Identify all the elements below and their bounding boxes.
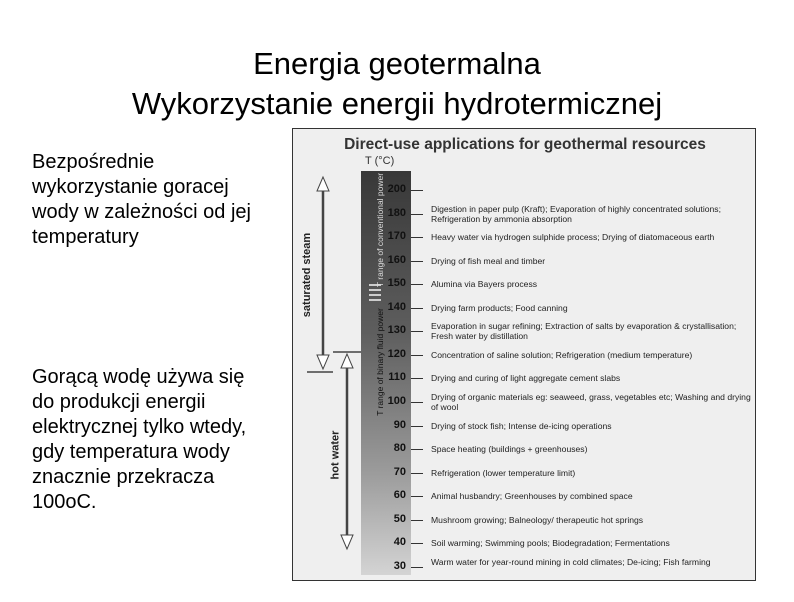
- saturated-steam-label: saturated steam: [301, 232, 314, 318]
- temperature-tick-mark: [411, 214, 423, 215]
- application-text: Evaporation in sugar refining; Extraction of salts by evaporation & crystallisation; Fresh water by distillation: [431, 321, 737, 342]
- temperature-tick-mark: [411, 426, 423, 427]
- temperature-tick-label: 120: [387, 347, 406, 360]
- temperature-tick-mark: [411, 378, 423, 379]
- temperature-tick-label: 170: [387, 230, 406, 243]
- temperature-tick-mark: [411, 449, 423, 450]
- temperature-tick-mark: [411, 567, 423, 568]
- temperature-tick-label: 70: [393, 465, 406, 478]
- hot-water-label: hot water: [329, 430, 342, 480]
- application-text: Drying of stock fish; Intense de-icing operations: [431, 420, 612, 431]
- application-text: Drying of organic materials eg: seaweed, grass, vegetables etc; Washing and drying of wool: [431, 391, 751, 412]
- intro-paragraph: Bezpośrednie wykorzystanie goracej wody w zależności od jej temperatury: [32, 151, 251, 248]
- application-text: Space heating (buildings + greenhouses): [431, 444, 588, 455]
- application-text: Digestion in paper pulp (Kraft); Evaporation of highly concentrated solutions; Refrigeration by ammonia absorption: [431, 203, 721, 224]
- binary-power-range-label: T range of binary fluid power: [375, 308, 385, 416]
- application-text: Drying and curing of light aggregate cement slabs: [431, 373, 621, 384]
- temperature-tick-label: 150: [387, 277, 406, 290]
- temperature-tick-mark: [411, 261, 423, 262]
- temperature-axis-label: T (°C): [365, 155, 395, 167]
- temperature-tick-label: 130: [387, 324, 406, 337]
- temperature-tick-mark: [411, 496, 423, 497]
- application-text: Heavy water via hydrogen sulphide process; Drying of diatomaceous earth: [431, 232, 715, 243]
- temperature-tick-mark: [411, 355, 423, 356]
- temperature-tick-label: 100: [387, 394, 406, 407]
- temperature-tick-mark: [411, 308, 423, 309]
- figure-title: Direct-use applications for geothermal resources: [344, 136, 706, 153]
- temperature-tick-label: 110: [388, 371, 406, 384]
- application-text: Drying of fish meal and timber: [431, 255, 546, 266]
- application-text: Concentration of saline solution; Refrigeration (medium temperature): [431, 349, 693, 360]
- application-text: Mushroom growing; Balneology/ therapeutic hot springs: [431, 514, 644, 525]
- temperature-tick-mark: [411, 402, 423, 403]
- slide-title-line1: Energia geotermalna: [253, 46, 541, 81]
- temperature-tick-label: 60: [393, 489, 406, 502]
- application-text: Warm water for year-round mining in cold climates; De-icing; Fish farming: [431, 556, 711, 567]
- saturated-steam-arrow-bottom: [317, 355, 329, 369]
- temperature-tick-label: 50: [393, 512, 406, 525]
- temperature-tick-label: 140: [387, 300, 406, 313]
- temperature-tick-label: 160: [387, 253, 406, 266]
- slide-title-line2: Wykorzystanie energii hydrotermicznej: [131, 86, 663, 121]
- temperature-tick-mark: [411, 284, 423, 285]
- temperature-tick-label: 200: [387, 183, 406, 195]
- direct-use-figure: [292, 128, 756, 581]
- temperature-tick-label: 30: [393, 559, 406, 572]
- application-text: Refrigeration (lower temperature limit): [431, 467, 576, 478]
- temperature-tick-mark: [411, 473, 423, 474]
- temperature-tick-label: 80: [393, 442, 406, 455]
- temperature-tick-mark: [411, 237, 423, 238]
- saturated-steam-arrow-top: [317, 177, 329, 191]
- application-text: Alumina via Bayers process: [431, 279, 538, 290]
- temperature-tick-label: 180: [387, 206, 406, 219]
- temperature-tick-mark: [411, 543, 423, 544]
- temperature-tick-mark: [411, 190, 423, 191]
- application-text: Animal husbandry; Greenhouses by combined space: [431, 491, 633, 502]
- application-text: Drying farm products; Food canning: [431, 302, 568, 313]
- temperature-tick-mark: [411, 331, 423, 332]
- application-text: Soil warming; Swimming pools; Biodegradation; Fermentations: [431, 538, 670, 549]
- conventional-power-range-label: T range of conventional power: [375, 172, 385, 288]
- power-paragraph: Gorącą wodę używa się do produkcji energii elektrycznej tylko wtedy, gdy temperatura wody znacznie przekracza 100oC.: [32, 366, 247, 513]
- temperature-tick-label: 90: [393, 418, 406, 431]
- temperature-tick-mark: [411, 520, 423, 521]
- temperature-tick-label: 40: [393, 536, 406, 549]
